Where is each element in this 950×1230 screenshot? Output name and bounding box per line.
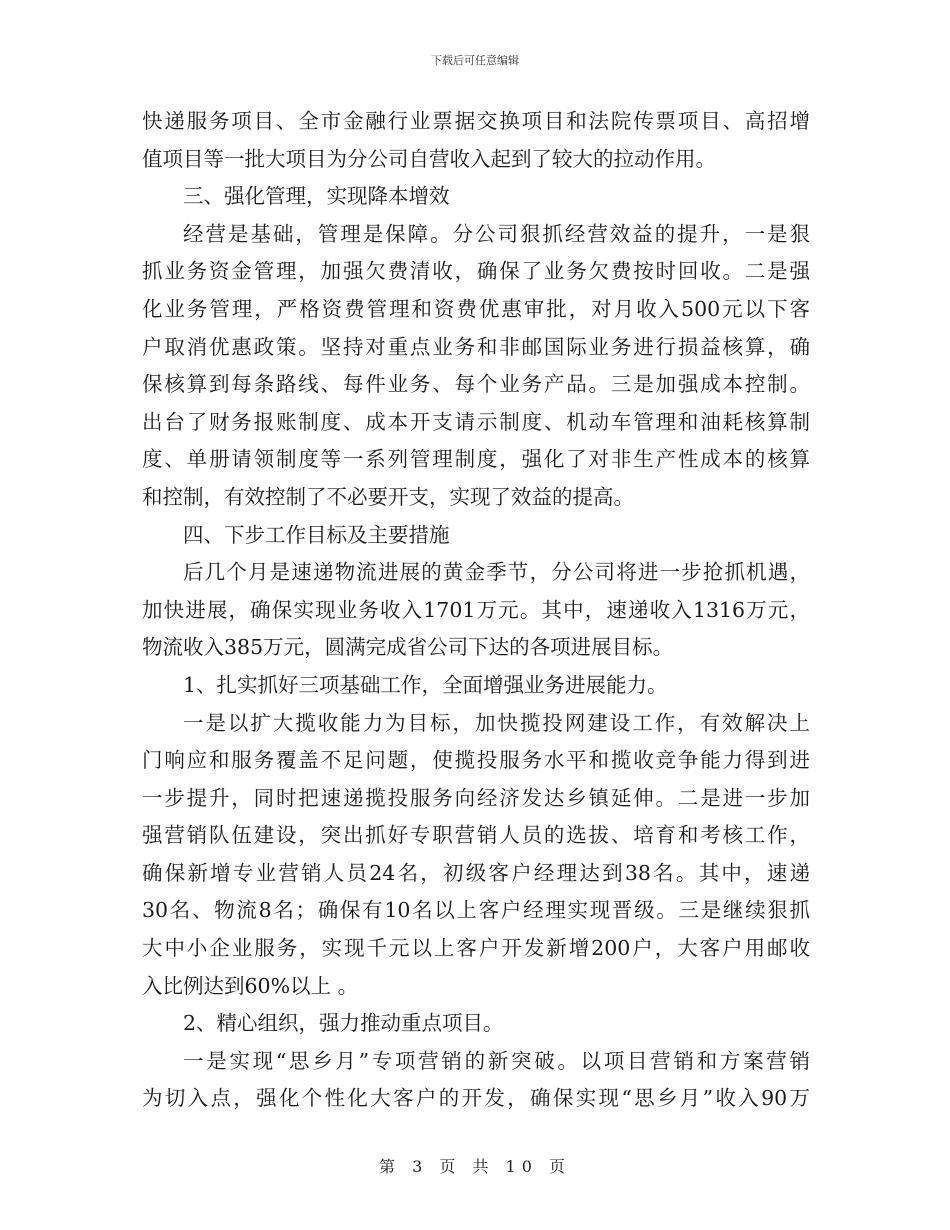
page-footer: 第 3 页 共 10 页	[379, 1157, 571, 1176]
text-line: 2、精心组织，强力推动重点项目。	[183, 1011, 504, 1036]
text-line: 化业务管理，严格资费管理和资费优惠审批，对月收入500元以下客	[142, 296, 810, 321]
text-line: 确保新增专业营销人员24名，初级客户经理达到38名。其中，速递	[142, 860, 810, 885]
text-line: 三、强化管理，实现降本增效	[183, 184, 450, 209]
text-line: 一是以扩大揽收能力为目标，加快揽投网建设工作，有效解决上	[183, 710, 810, 735]
page-header: 下载后可任意编辑	[431, 54, 519, 67]
text-line: 一是实现“思乡月”专项营销的新突破。以项目营销和方案营销	[183, 1048, 810, 1073]
text-line: 后几个月是速递物流进展的黄金季节，分公司将进一步抢抓机遇，	[183, 560, 810, 585]
text-line: 强营销队伍建设，突出抓好专职营销人员的选拔、培育和考核工作，	[142, 823, 810, 848]
text-line: 一步提升，同时把速递揽投服务向经济发达乡镇延伸。二是进一步加	[142, 785, 810, 810]
text-line: 出台了财务报账制度、成本开支请示制度、机动车管理和油耗核算制	[142, 409, 810, 434]
text-line: 经营是基础，管理是保障。分公司狠抓经营效益的提升，一是狠	[183, 221, 810, 246]
text-line: 加快进展，确保实现业务收入1701万元。其中，速递收入1316万元，	[142, 597, 810, 622]
text-line: 快递服务项目、全市金融行业票据交换项目和法院传票项目、高招增	[142, 109, 810, 133]
text-line: 物流收入385万元，圆满完成省公司下达的各项进展目标。	[142, 635, 674, 660]
text-line: 门响应和服务覆盖不足问题，使揽投服务水平和揽收竞争能力得到进	[142, 748, 810, 773]
text-line: 四、下步工作目标及主要措施	[183, 522, 450, 547]
text-line: 大中小企业服务，实现千元以上客户开发新增200户，大客户用邮收	[142, 936, 810, 961]
text-line: 入比例达到60%以上 。	[142, 973, 359, 998]
text-line: 30名、物流8名；确保有10名以上客户经理实现晋级。三是继续狠抓	[142, 898, 810, 923]
text-line: 度、单册请领制度等一系列管理制度，强化了对非生产性成本的核算	[142, 447, 810, 472]
document-body	[142, 103, 810, 1118]
text-line: 1、扎实抓好三项基础工作，全面增强业务进展能力。	[183, 672, 668, 697]
text-line: 抓业务资金管理，加强欠费清收，确保了业务欠费按时回收。二是强	[142, 259, 810, 284]
text-line: 和控制，有效控制了不必要开支，实现了效益的提高。	[142, 484, 634, 509]
text-line: 值项目等一批大项目为分公司自营收入起到了较大的拉动作用。	[142, 146, 716, 171]
text-line: 为切入点，强化个性化大客户的开发，确保实现“思乡月”收入90万	[142, 1086, 810, 1111]
text-line: 户取消优惠政策。坚持对重点业务和非邮国际业务进行损益核算，确	[142, 334, 810, 359]
text-line: 保核算到每条路线、每件业务、每个业务产品。三是加强成本控制。	[142, 372, 810, 397]
